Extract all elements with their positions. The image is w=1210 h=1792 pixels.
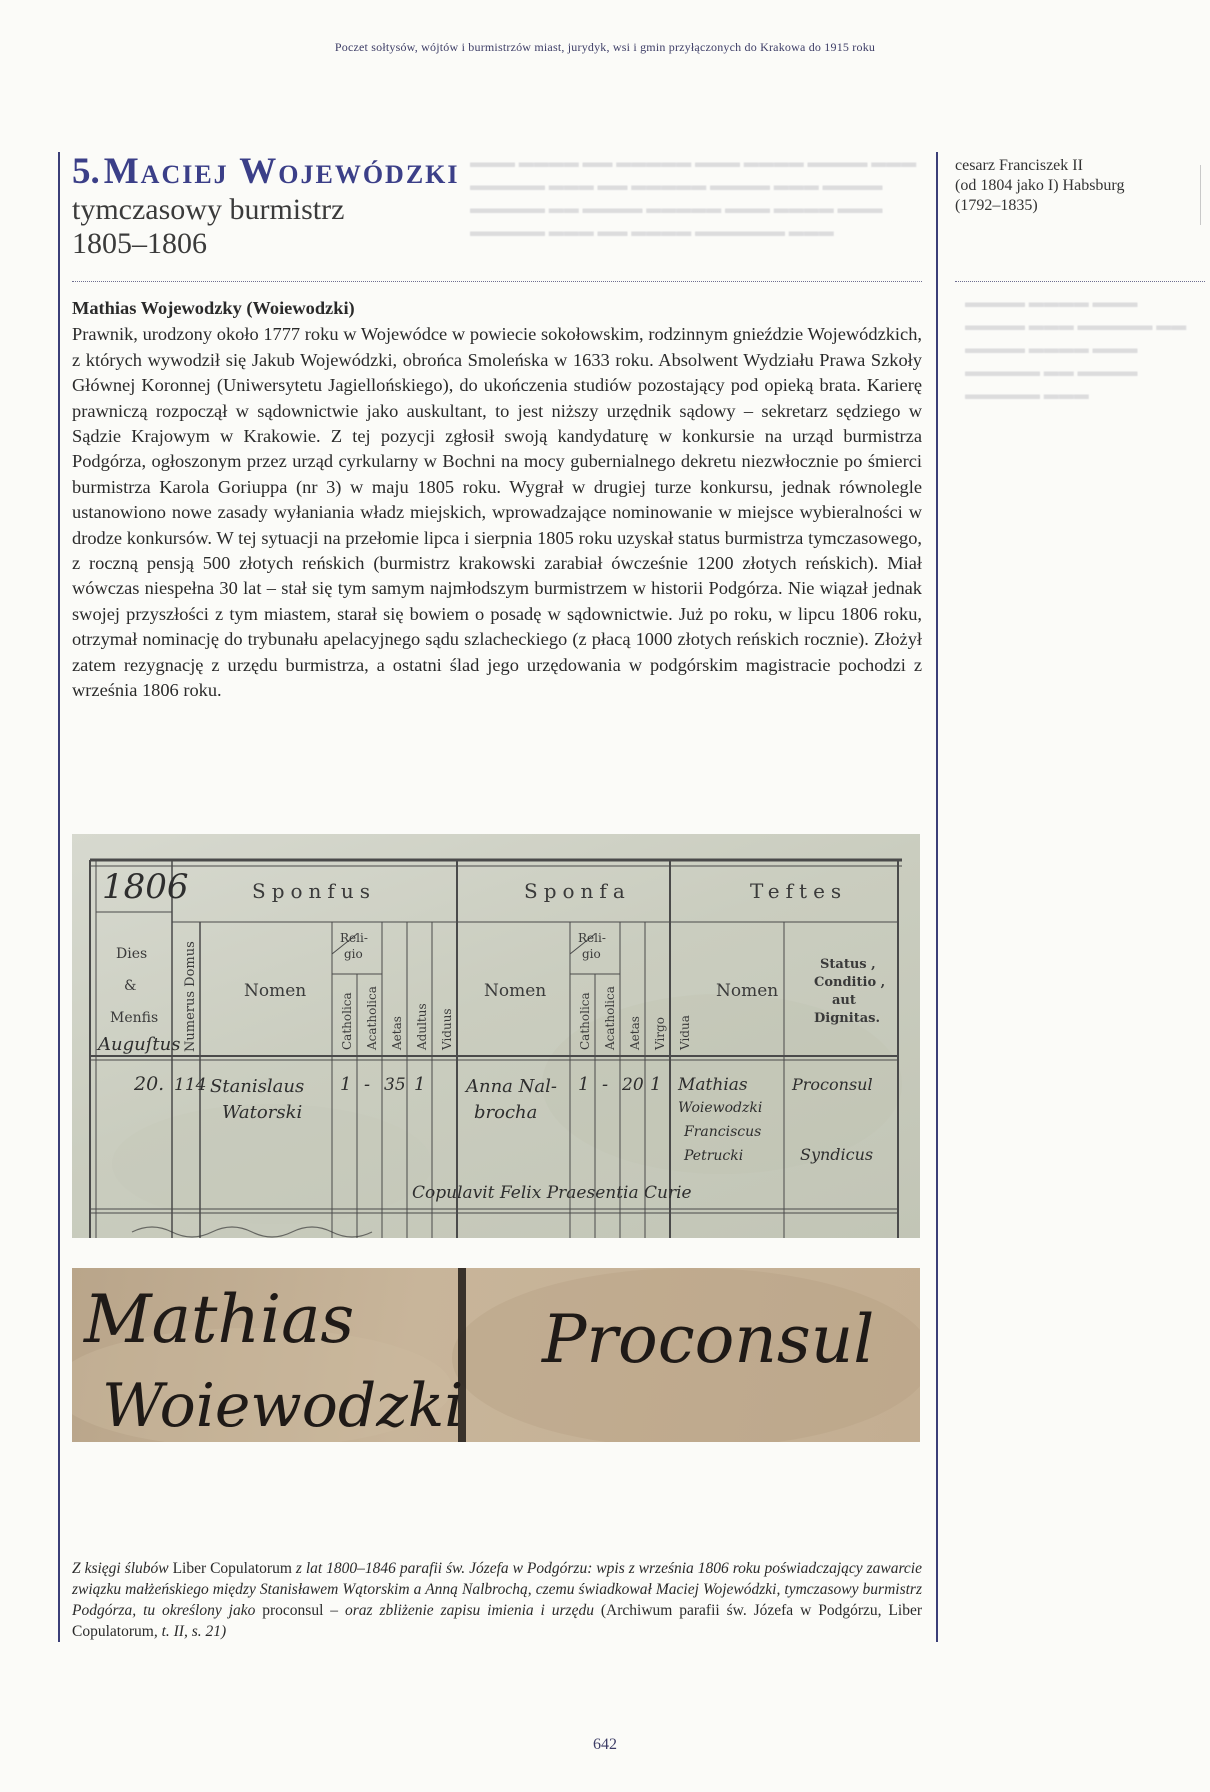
register-drawing bbox=[72, 834, 920, 1238]
caption-liber: Liber Copulatorum bbox=[172, 1560, 292, 1577]
copulator-note: Copulavit Felix Praesentia Curie bbox=[412, 1183, 692, 1203]
sponsus-age: 35 bbox=[384, 1075, 406, 1095]
header-testes: Teftes bbox=[750, 879, 848, 903]
testis-name-4: Petrucki bbox=[684, 1148, 744, 1164]
col-sponsa-religio-1: Reli- bbox=[578, 931, 606, 945]
latin-name: Mathias Wojewodzky (Woiewodzki) bbox=[72, 298, 355, 318]
bleed-through-main: ▬▬▬ ▬▬▬▬ ▬▬ ▬▬▬▬▬ ▬▬▬ ▬▬▬▬ ▬▬▬▬ ▬▬▬ ▬▬▬▬▬ ▬▬▬ ▬▬ ▬▬▬▬▬ ▬▬▬▬ ▬▬▬ ▬▬▬▬ ▬▬▬▬▬ ▬▬ ▬▬▬▬ ▬▬▬▬▬ ▬▬▬ ▬▬▬▬ ▬▬▬ ▬▬▬▬▬ ▬▬▬ ▬▬ ▬▬▬▬ ▬▬▬▬▬▬ ▬▬▬ bbox=[470, 155, 917, 240]
sponsa-virgo: 1 bbox=[650, 1074, 662, 1095]
col-status-3: aut bbox=[832, 993, 856, 1008]
col-and: & bbox=[124, 978, 137, 994]
col-sponsa-religio-2: gio bbox=[582, 947, 601, 961]
col-sponsus-catholica: Catholica bbox=[340, 992, 354, 1050]
sponsa-acath: - bbox=[602, 1074, 609, 1095]
closeup-drawing bbox=[72, 1268, 920, 1442]
sponsa-age: 20 bbox=[622, 1075, 644, 1095]
col-sponsus-religio-1: Reli- bbox=[340, 931, 368, 945]
col-sponsus-viduus: Viduus bbox=[440, 1008, 454, 1050]
running-header: Poczet sołtysów, wójtów i burmistrzów miast, jurydyk, wsi i gmin przyłączonych do Krakowa do 1915 roku bbox=[334, 40, 876, 54]
testis-name-3: Franciscus bbox=[684, 1124, 762, 1140]
col-sponsa-acatholica: Acatholica bbox=[603, 986, 617, 1050]
col-sponsus-acatholica: Acatholica bbox=[365, 986, 379, 1050]
col-sponsa-aetas: Aetas bbox=[628, 1016, 642, 1050]
heading-divider bbox=[72, 281, 922, 282]
closeup-title: Proconsul bbox=[542, 1301, 875, 1378]
sponsus-name-1: Stanislaus bbox=[210, 1076, 305, 1097]
caption-part4: (Archiwum parafii św. Józefa w Podgórzu, bbox=[600, 1602, 889, 1619]
right-column-rule bbox=[936, 152, 938, 1642]
closeup-name-bottom: Woiewodzki bbox=[102, 1371, 464, 1441]
testis-status-2: Syndicus bbox=[800, 1145, 874, 1164]
sponsa-cath: 1 bbox=[578, 1074, 590, 1095]
header-sponsus: Sponfus bbox=[252, 879, 376, 903]
testis-name-1: Mathias bbox=[678, 1075, 748, 1095]
col-sponsus-aetas: Aetas bbox=[390, 1016, 404, 1050]
testis-name-2: Woiewodzki bbox=[678, 1100, 763, 1116]
col-sponsus-adultus: Adultus bbox=[415, 1003, 429, 1050]
bleed-through-side: ▬▬▬▬ ▬▬▬▬ ▬▬▬ ▬▬▬▬ ▬▬▬ ▬▬▬▬▬ ▬▬ ▬▬▬▬ ▬▬▬▬ ▬▬▬ ▬▬▬▬▬ ▬▬ ▬▬▬▬ ▬▬▬▬▬ ▬▬▬ bbox=[965, 295, 1187, 402]
caption-part1: Z księgi ślubów bbox=[72, 1560, 173, 1577]
sponsa-name-1: Anna Nal- bbox=[466, 1076, 557, 1097]
entry-house: 114 bbox=[174, 1075, 207, 1095]
col-sponsa-catholica: Catholica bbox=[578, 992, 592, 1050]
entry-number: 5. bbox=[72, 151, 100, 192]
entry-month: Auguſtus bbox=[98, 1034, 181, 1055]
biography bbox=[72, 296, 922, 704]
col-status-2: Conditio , bbox=[814, 975, 886, 990]
entry-day: 20. bbox=[134, 1073, 165, 1095]
entry-years: 1805–1806 bbox=[72, 227, 207, 260]
entry-heading bbox=[72, 150, 922, 261]
col-testes-nomen: Nomen bbox=[716, 981, 779, 1001]
closeup-name-top: Mathias bbox=[84, 1281, 355, 1358]
entry-subtitle: tymczasowy burmistrz bbox=[72, 193, 345, 226]
side-note-line1: cesarz Franciszek II bbox=[955, 157, 1083, 174]
page-number: 642 bbox=[593, 1736, 617, 1753]
col-status-4: Dignitas. bbox=[814, 1011, 880, 1026]
col-sponsa-virgo: Virgo bbox=[653, 1017, 667, 1050]
caption-part2: z lat 1800–1846 parafii św. Józefa w Podgórzu: wpis z września 1806 roku poświadczający zawarcie związku małżeńskiego między Stanisławem Wątorskim a Anną Nalbrochą, czemu świadkował Maciej Wojewódzki, tymczasowy burmistrz Podgórza, tu określony jako bbox=[72, 1560, 922, 1619]
side-note-emperor bbox=[955, 156, 1195, 216]
biography-text: Prawnik, urodzony około 1777 roku w Wojewódce w powiecie sokołowskim, rodzinnym gnieździe Wojewódzkich, z których wywodził się Jakub Wojewódzki, obrońca Smoleńska w 1633 roku. Absolwent Wydziału Prawa Szkoły Głównej Koronnej (Uniwersytetu Jagiellońskiego), do ukończenia studiów pozostający pod opieką brata. Karierę prawniczą rozpoczął w sądownictwie jako auskultant, to jest niższy urzędnik sądowy – sekretarz sędziego w Sądzie Krajowym w Krakowie. Z tej pozycji zgłosił swoją kandydaturę w konkursie na urząd burmistrza Podgórza, ogłoszonym przez urząd cyrkularny w Bochni na mocy gubernialnego dekretu niezwłocznie po śmierci burmistrza Karola Goriuppa (nr 3) w maju 1805 roku. Wygrał w drugiej turze konkursu, jednak równolegle ustanowiono nowe zasady wyłaniania władz miejskich, wprowadzające nominowanie w miejsce wybieralności w drodze konkursów. W tej sytuacji na przełomie lipca i sierpnia 1805 roku uzyskał status burmistrza tymczasowego, z roczną pensją 500 złotych reńskich (burmistrz krakowski zarabiał ówcześnie 1200 złotych reńskich). Miał wówczas niespełna 30 lat – stał się tym samym najmłodszym burmistrzem w historii Podgórza. Nie wiązał jednak swojej przyszłości z tym miastem, starał się bowiem o posadę w sądownictwie. Już po roku, w lipcu 1806 roku, otrzymał nominację do trybunału apelacyjnego sądu szlacheckiego (z płacą 1000 złotych reńskich rocznie). Złożył zatem rezygnację z urzędu burmistrza, a ostatni ślad jego urzędowania w podgórskim magistracie pochodzi z września 1806 roku. bbox=[72, 324, 922, 701]
left-column-rule bbox=[58, 152, 60, 1642]
sponsus-acath: - bbox=[364, 1074, 371, 1095]
sponsus-cath: 1 bbox=[340, 1074, 352, 1095]
sponsa-name-2: brocha bbox=[474, 1102, 538, 1123]
caption-part5: , t. II, s. 21) bbox=[153, 1623, 227, 1640]
side-note-line2: (od 1804 jako I) Habsburg bbox=[955, 177, 1125, 194]
header-sponsa: Sponfa bbox=[524, 879, 631, 903]
col-dies: Dies bbox=[116, 946, 148, 962]
figure-caption bbox=[72, 1558, 922, 1642]
far-edge-rule bbox=[1200, 165, 1201, 225]
col-numerus: Numerus Domus bbox=[183, 941, 198, 1052]
sponsus-adultus: 1 bbox=[414, 1074, 426, 1095]
signature-closeup bbox=[72, 1268, 920, 1442]
caption-proconsul: proconsul bbox=[262, 1602, 324, 1619]
col-sponsa-vidua: Vidua bbox=[678, 1015, 692, 1050]
side-note-line3: (1792–1835) bbox=[955, 197, 1038, 214]
entry-name: Maciej Wojewódzki bbox=[103, 151, 460, 192]
col-sponsa-nomen: Nomen bbox=[484, 981, 547, 1001]
col-sponsus-religio-2: gio bbox=[344, 947, 363, 961]
testis-status-1: Proconsul bbox=[792, 1075, 873, 1094]
col-status-1: Status , bbox=[820, 957, 876, 972]
caption-part3: – oraz zbliżenie zapisu imienia i urzędu bbox=[323, 1602, 601, 1619]
sponsus-name-2: Watorski bbox=[222, 1102, 303, 1123]
register-scan bbox=[72, 834, 920, 1238]
side-divider bbox=[955, 281, 1205, 282]
caption-liber2: Liber Copulatorum bbox=[72, 1602, 922, 1640]
register-year: 1806 bbox=[102, 867, 189, 907]
col-mensis: Menfis bbox=[110, 1010, 159, 1026]
col-sponsus-nomen: Nomen bbox=[244, 981, 307, 1001]
